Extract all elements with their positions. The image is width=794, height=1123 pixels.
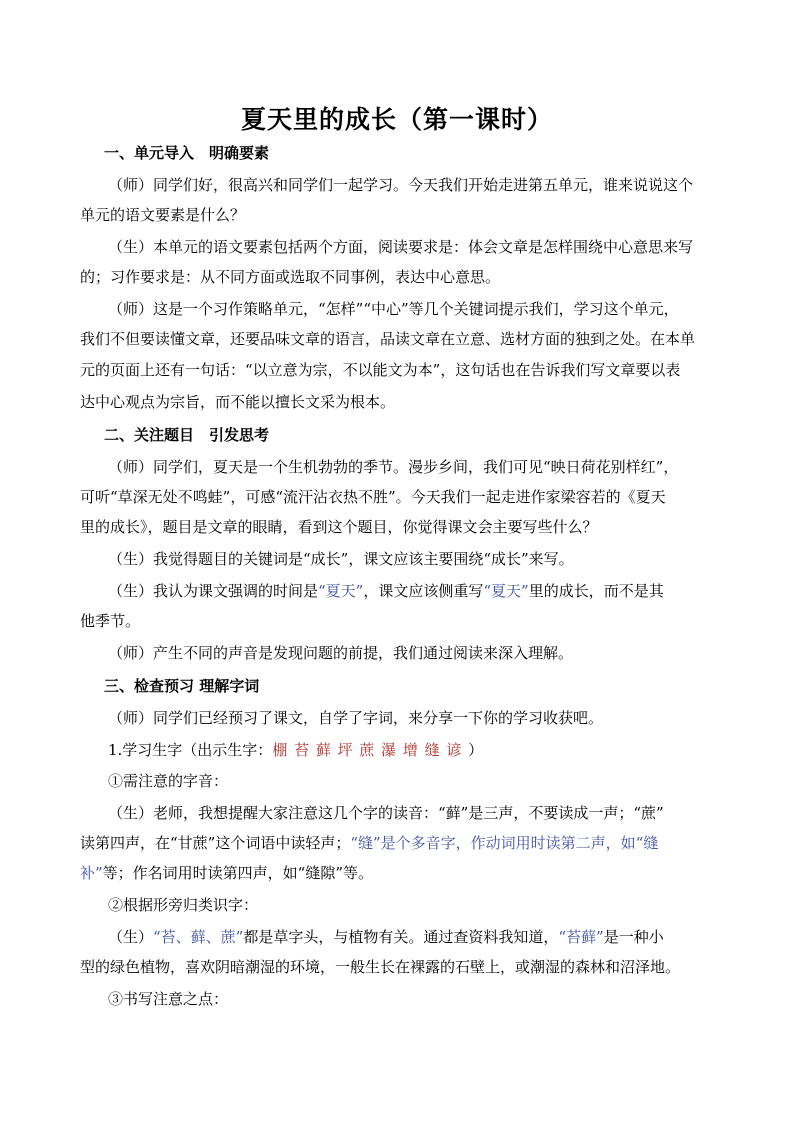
- highlight-text: “苔、藓、蔗”: [153, 928, 244, 946]
- section-heading-3: 三、检查预习 理解字词: [104, 677, 260, 695]
- highlight-text: “缝”是个多音字，作动词用时读第二声，如“缝: [350, 834, 659, 852]
- paragraph-line: （生）老师，我想提醒大家注意这几个字的读音：“藓”是三声，不要读成一声；“蔗”: [108, 804, 664, 822]
- paragraph-line: （生）本单元的语文要素包括两个方面，阅读要求是：体会文章是怎样围绕中心意思来写: [108, 238, 694, 256]
- paragraph-line: 的；习作要求是：从不同方面或选取不同事例，表达中心意思。: [80, 268, 501, 286]
- paragraph-line: （师）产生不同的声音是发现问题的前提，我们通过阅读来深入理解。: [108, 644, 574, 662]
- text-run: ，课文应该侧重写: [363, 582, 484, 600]
- text-run: 1.学习生字（出示生字：: [108, 741, 273, 759]
- text-run: 都是草字头，与植物有关。通过查资料我知道，: [243, 928, 559, 946]
- paragraph-line: [80, 863, 373, 883]
- text-run: （生）我认为课文强调的时间是: [108, 582, 319, 600]
- paragraph-line: （师）同学们已经预习了课文，自学了字词，来分享一下你的学习收获吧。: [108, 709, 604, 727]
- text-run: （生）: [108, 928, 154, 946]
- paragraph-line: 单元的语文要素是什么？: [80, 206, 246, 224]
- text-run: 是一种小: [603, 928, 664, 946]
- page-title: 夏天里的成长（第一课时）: [240, 105, 553, 134]
- paragraph-line: 里的成长》，题目是文章的眼睛，看到这个题目，你觉得课文会主要写些什么？: [80, 518, 598, 536]
- new-characters: 棚苔藓坪蔗瀑增缝谚: [272, 741, 469, 759]
- paragraph-line: 我们不但要读懂文章，还要品味文章的语言，品读文章在立意、选材方面的独到之处。在本单: [80, 330, 696, 348]
- section-heading-1: 一、单元导入 明确要素: [104, 144, 270, 162]
- paragraph-line: （师）同学们好，很高兴和同学们一起学习。今天我们开始走进第五单元，谁来说说这个: [108, 176, 694, 194]
- text-run: 里的成长，而不是其: [528, 582, 664, 600]
- highlight-text: “苔藓”: [558, 928, 604, 946]
- paragraph-line: ①需注意的字音：: [108, 772, 229, 790]
- paragraph-line: 型的绿色植物，喜欢阴暗潮湿的环境，一般生长在裸露的石壁上，或潮湿的森林和沼泽地。: [80, 958, 681, 976]
- text-run: 等；作名词用时读第四声，如“缝隙”等。: [102, 864, 374, 882]
- paragraph-line: [108, 740, 483, 760]
- paragraph-line: （生）我觉得题目的关键词是“成长”，课文应该主要围绕“成长”来写。: [108, 550, 574, 568]
- highlight-text: 补”: [80, 864, 103, 882]
- text-run: 读第四声，在“甘蔗”这个词语中读轻声；: [80, 834, 351, 852]
- paragraph-line: （师）同学们，夏天是一个生机勃勃的季节。漫步乡间，我们可见“映日荷花别样红”，: [108, 458, 679, 476]
- paragraph-line: ②根据形旁归类识字：: [108, 896, 259, 914]
- paragraph-line: [108, 927, 664, 947]
- paragraph-line: ③书写注意之点：: [108, 990, 229, 1008]
- text-run: ）: [468, 741, 484, 759]
- highlight-text: “夏天”: [318, 582, 364, 600]
- paragraph-line: [108, 581, 664, 601]
- paragraph-line: [80, 833, 658, 853]
- paragraph-line: （师）这是一个习作策略单元，“怎样”“中心”等几个关键词提示我们，学习这个单元，: [108, 300, 679, 318]
- highlight-text: “夏天”: [483, 582, 529, 600]
- paragraph-line: 可听“草深无处不鸣蛙”，可感“流汗沾衣热不胜”。今天我们一起走进作家梁容若的《夏天: [80, 488, 666, 506]
- paragraph-line: 元的页面上还有一句话：“以立意为宗，不以能文为本”，这句话也在告诉我们写文章要以表: [80, 361, 681, 379]
- section-heading-2: 二、关注题目 引发思考: [104, 426, 270, 444]
- paragraph-line: 达中心观点为宗旨，而不能以擅长文采为根本。: [80, 393, 396, 411]
- paragraph-line: 他季节。: [80, 612, 141, 630]
